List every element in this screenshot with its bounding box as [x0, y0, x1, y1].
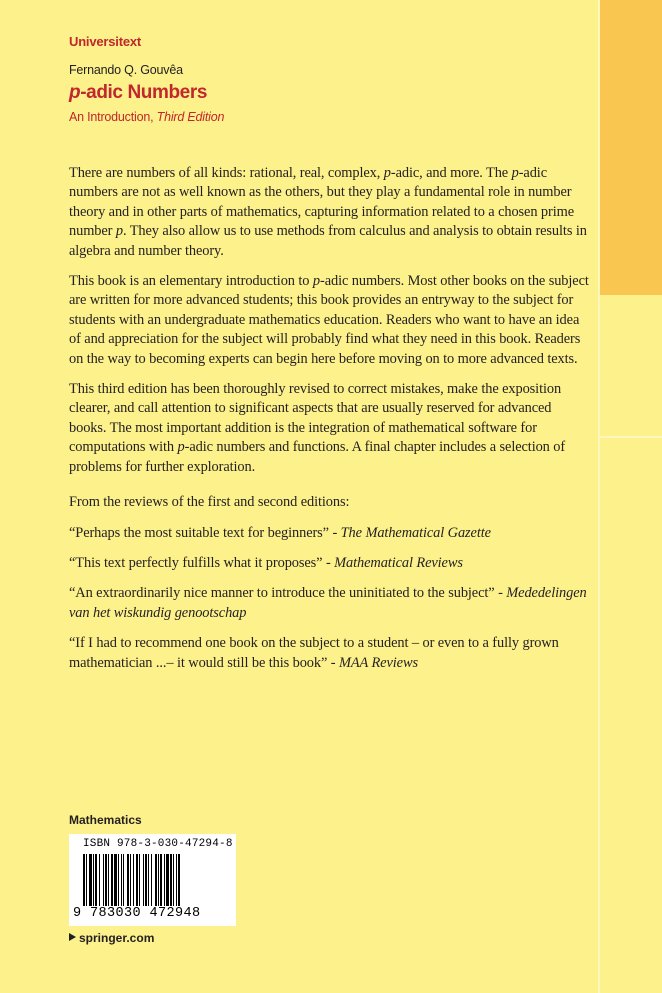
- barcode-bar: [160, 854, 162, 914]
- arrow-right-icon: [69, 933, 76, 941]
- barcode-bar: [130, 854, 131, 914]
- text-run: -adic numbers are not as well known as the others, but they play a fundamental role in number theory and in other parts of mathematics, capturing information related to a chosen prime number: [69, 165, 574, 240]
- barcode-bar: [158, 854, 159, 914]
- book-subtitle: [69, 110, 224, 124]
- barcode-bar: [151, 854, 152, 914]
- barcode-bar: [139, 854, 140, 914]
- barcode-bar: [178, 854, 180, 914]
- blurb-paragraph-1: [69, 164, 591, 261]
- barcode-bar: [133, 854, 134, 914]
- isbn-text: ISBN 978-3-030-47294-8: [83, 838, 233, 850]
- text-run: This book is an elementary introduction to: [69, 273, 313, 290]
- italic-run: p: [312, 273, 320, 290]
- title-rest: -adic Numbers: [80, 82, 207, 103]
- publisher-website: [69, 931, 154, 945]
- reviews-intro: From the reviews of the first and second editions:: [69, 494, 350, 511]
- spine-rule: [600, 436, 662, 438]
- text-run: -adic numbers. Most other books on the subject are written for more advanced students; this book provides an entryway to the subject for students with an undergraduate mathematics education. Readers who want to have an idea of and appreciation for the subject will probably find what they need in this book. Readers on the way to becoming experts can begin here before moving on to more advanced texts.: [69, 273, 589, 367]
- isbn-barcode: [69, 834, 236, 926]
- barcode-bar: [148, 854, 149, 914]
- website-label: springer.com: [79, 931, 155, 945]
- text-run: This third edition has been thoroughly revised to correct mistakes, make the exposition clearer, and call attention to significant aspects that are usually reserved for advanced books. The most important addition is the integration of mathematical software for computations with: [69, 381, 562, 456]
- text-run: . They also allow us to use methods from calculus and analysis to obtain results in algebra and number theory.: [69, 223, 587, 259]
- text-run: There are numbers of all kinds: rational, real, complex,: [69, 165, 384, 181]
- barcode-bar: [95, 854, 97, 914]
- title-italic: p: [69, 82, 81, 103]
- barcode-bar: [173, 854, 174, 914]
- barcode-bar: [155, 854, 157, 914]
- subtitle-text: An Introduction,: [69, 110, 157, 124]
- italic-run: p: [177, 439, 185, 456]
- subtitle-edition: Third Edition: [156, 110, 225, 124]
- author-name: Fernando Q. Gouvêa: [69, 63, 183, 77]
- subject-category: Mathematics: [69, 813, 142, 827]
- review-1: [69, 524, 591, 543]
- review-quote: “If I had to recommend one book on the subject to a student – or even to a fully grown mathematician ...– it would still be this book” -: [69, 635, 559, 671]
- barcode-bar: [166, 854, 169, 914]
- barcode-bar: [114, 854, 117, 914]
- barcode-digits: 9 783030 472948: [73, 906, 201, 921]
- barcode-bar: [176, 854, 177, 914]
- barcode-bar: [170, 854, 172, 914]
- barcode-bar: [118, 854, 119, 914]
- review-3: [69, 584, 591, 623]
- blurb: [69, 164, 591, 684]
- barcode-bar: [83, 854, 85, 914]
- text-run: -adic, and more. The: [390, 165, 512, 181]
- barcode-bar: [127, 854, 129, 914]
- review-source: Mathematical Reviews: [334, 554, 463, 571]
- barcode-bar: [145, 854, 147, 914]
- barcode-bar: [143, 854, 144, 914]
- review-source: The Mathematical Gazette: [340, 524, 491, 541]
- review-source: MAA Reviews: [338, 654, 418, 671]
- barcode-bar: [121, 854, 122, 914]
- barcode-bar: [164, 854, 165, 914]
- barcode-bar: [123, 854, 124, 914]
- review-2: [69, 554, 591, 573]
- barcode-bar: [111, 854, 113, 914]
- review-4: [69, 634, 591, 673]
- blurb-paragraph-3: [69, 380, 591, 477]
- italic-run: p: [383, 165, 391, 181]
- barcode-bar: [136, 854, 138, 914]
- italic-run: p: [115, 223, 123, 240]
- italic-run: p: [511, 165, 519, 181]
- barcode-bar: [86, 854, 87, 914]
- barcode-bar: [108, 854, 109, 914]
- barcode-bar: [99, 854, 100, 914]
- barcode-bar: [93, 854, 94, 914]
- review-quote: “This text perfectly fulfills what it proposes” -: [69, 554, 335, 571]
- review-source: - Mededelingen van het wiskundig genootschap: [69, 585, 587, 621]
- review-quote: “Perhaps the most suitable text for beginners” -: [69, 524, 341, 541]
- reviews-list: [69, 524, 591, 673]
- barcode-bar: [89, 854, 92, 914]
- book-title: [69, 82, 207, 104]
- barcode-bar: [103, 854, 104, 914]
- spine-color-band: [600, 0, 662, 295]
- series-name: Universitext: [69, 34, 142, 49]
- text-run: -adic numbers and functions. A final chapter includes a selection of problems for further exploration.: [69, 439, 566, 475]
- blurb-paragraph-2: [69, 272, 591, 369]
- barcode-bar: [105, 854, 107, 914]
- review-quote: “An extraordinarily nice manner to introduce the uninitiated to the subject”: [69, 585, 499, 602]
